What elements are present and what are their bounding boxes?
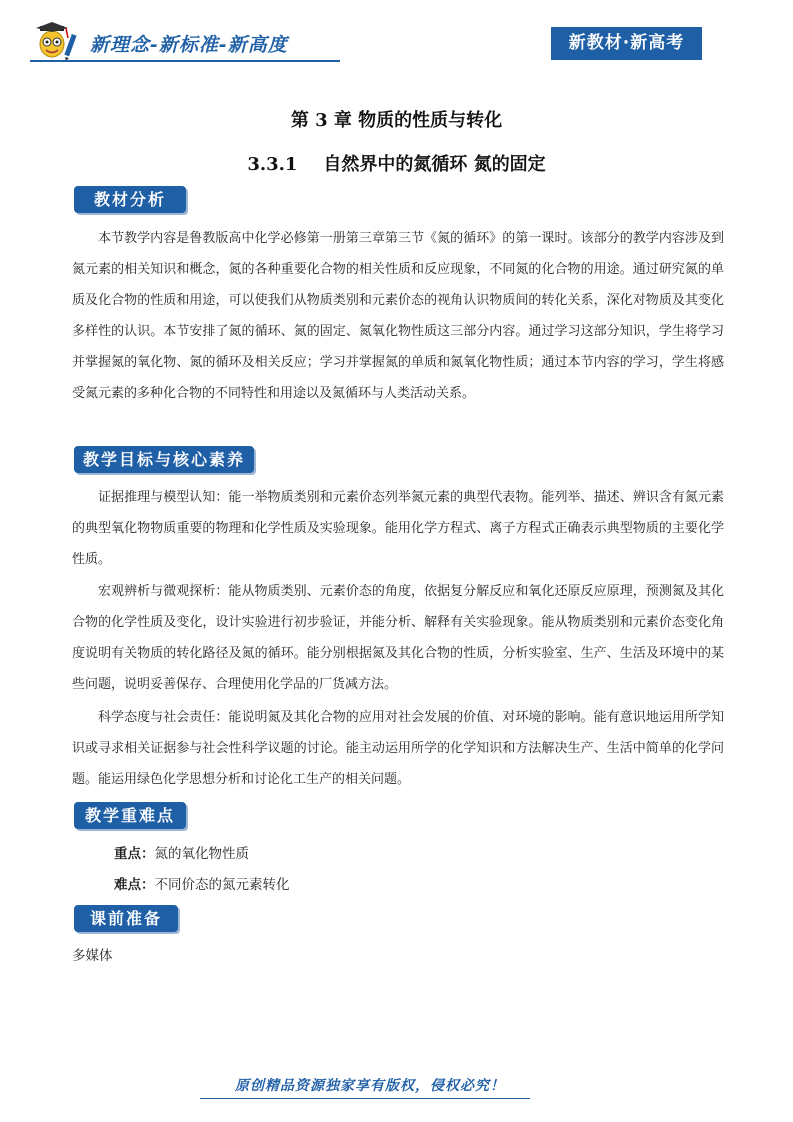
goal-paragraph-macro-micro: 宏观辨析与微观探析：能从物质类别、元素价态的角度，依据复分解反应和氧化还原反应原理，预测氮及其化合物的化学性质及变化，设计实验进行初步验证，并能分析、解释有关实验现象。能从物质类别和元素价态变化角度说明有关物质的转化路径及氮的循环。能分别根据氮及其化合物的性质，分析实验室、生产、生活及环境中的某些问题，说明妥善保存、合理使用化学品的厂货减方法。 <box>72 584 724 692</box>
difficulty-text: 不同价态的氮元素转化 <box>154 877 290 893</box>
footer-underline <box>200 1098 530 1099</box>
difficulty-label: 难点： <box>114 877 155 893</box>
pencil-mascot-logo <box>32 20 82 62</box>
goal-paragraph-evidence: 证据推理与模型认知：能一举物质类别和元素价态列举氮元素的典型代表物。能列举、描述、辨识含有氮元素的典型氧化物物质重要的物理和化学性质及实验现象。能用化学方程式、离子方程式正确表示典型物质的主要化学性质。 <box>72 490 724 567</box>
section-badge-key-points: 教学重难点 <box>74 802 186 829</box>
slogan-left: 新理念-新标准-新高度 <box>90 34 288 56</box>
lesson-number: 3.3.1 <box>247 154 298 175</box>
key-point-line <box>114 842 249 862</box>
page-header <box>0 0 793 70</box>
section-badge-analysis: 教材分析 <box>74 186 186 213</box>
lesson-title-text: 自然界中的氮循环 氮的固定 <box>323 154 546 175</box>
preparation-text: 多媒体 <box>72 948 113 964</box>
lesson-title <box>0 150 793 176</box>
header-divider <box>30 60 340 62</box>
goal-paragraph-attitude: 科学态度与社会责任：能说明氮及其化合物的应用对社会发展的价值、对环境的影响。能有意识地运用所学知识或寻求相关证据参与社会性科学议题的讨论。能主动运用所学的化学知识和方法解决生产、生活中简单的化学问题。能运用绿色化学思想分析和讨论化工生产的相关问题。 <box>72 710 724 787</box>
section-badge-preparation: 课前准备 <box>74 905 178 932</box>
copyright-footer: 原创精品资源独家享有版权，侵权必究！ <box>235 1078 505 1094</box>
difficulty-line <box>114 873 290 893</box>
slogan-right-badge: 新教材·新高考 <box>551 27 702 60</box>
key-point-label: 重点： <box>114 846 155 862</box>
chapter-title: 第 3 章 物质的性质与转化 <box>290 110 503 131</box>
analysis-paragraph: 本节教学内容是鲁教版高中化学必修第一册第三章第三节《氮的循环》的第一课时。该部分的教学内容涉及到氮元素的相关知识和概念，氮的各种重要化合物的相关性质和反应现象，不同氮的化合物的用途。通过研究氮的单质及化合物的性质和用途，可以使我们从物质类别和元素价态的视角认识物质间的转化关系，深化对物质及其变化多样性的认识。本节安排了氮的循环、氮的固定、氮氧化物性质这三部分内容。通过学习这部分知识，学生将学习并掌握氮的氧化物、氮的循环及相关反应；学习并掌握氮的单质和氮氧化物性质；通过本节内容的学习，学生将感受氮元素的多种化合物的不同特性和用途以及氮循环与人类活动关系。 <box>72 231 724 401</box>
section-badge-goals: 教学目标与核心素养 <box>74 446 254 473</box>
key-point-text: 氮的氧化物性质 <box>154 846 249 862</box>
